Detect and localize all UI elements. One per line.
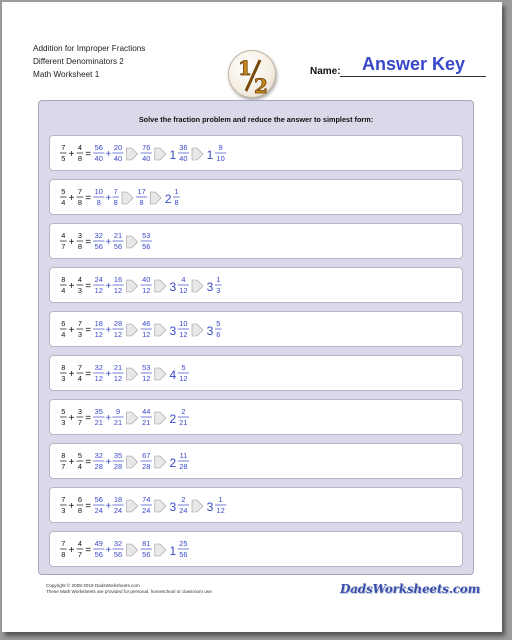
- converted-b: [112, 363, 123, 383]
- fraction-b-denominator: 8: [77, 154, 82, 163]
- answer-plus-sign: +: [105, 149, 112, 160]
- copyright-footer: [46, 583, 213, 595]
- mixed-fraction-numerator: 1: [218, 495, 223, 504]
- answer-plus-sign: +: [105, 413, 112, 424]
- mixed-fraction-numerator: 9: [218, 143, 223, 152]
- fraction-a-denominator: 3: [61, 374, 66, 383]
- mixed-fraction-numerator: 2: [181, 407, 186, 416]
- name-underline: [340, 76, 486, 77]
- mixed-fraction: [215, 143, 226, 163]
- fraction-b-denominator: 4: [77, 462, 82, 471]
- step-arrow-icon: [127, 148, 138, 160]
- step-arrow-icon: [155, 324, 166, 336]
- sum-fraction-denominator: 12: [142, 374, 151, 383]
- plus-sign: +: [68, 325, 75, 336]
- step-arrow-icon: [155, 280, 166, 292]
- mixed-fraction-denominator: 3: [216, 286, 221, 295]
- step-arrow-icon: [155, 544, 166, 556]
- fraction-a: [60, 363, 67, 383]
- converted-a-denominator: 28: [94, 462, 103, 471]
- converted-a: [93, 539, 104, 559]
- answer-plus-sign: +: [105, 325, 112, 336]
- step-arrow-icon: [155, 368, 166, 380]
- sum-fraction-denominator: 56: [142, 550, 151, 559]
- answer-plus-sign: +: [105, 501, 112, 512]
- mixed-fraction: [215, 275, 222, 295]
- fraction-a-denominator: 3: [61, 506, 66, 515]
- fraction-b: [77, 231, 84, 251]
- mixed-fraction: [173, 187, 180, 207]
- name-field: [310, 54, 488, 78]
- mixed-whole: 3: [169, 280, 177, 294]
- fraction-a: [60, 231, 67, 251]
- sum-fraction-numerator: 74: [142, 495, 151, 504]
- mixed-fraction-numerator: 10: [179, 319, 188, 328]
- mixed-fraction-numerator: 1: [216, 275, 221, 284]
- sum-fraction-numerator: 53: [142, 363, 151, 372]
- converted-a-denominator: 21: [94, 418, 103, 427]
- converted-b-denominator: 21: [113, 418, 123, 427]
- converted-b-numerator: 28: [113, 319, 123, 328]
- fraction-a-denominator: 4: [61, 198, 66, 207]
- step-arrow-icon: [127, 412, 138, 424]
- converted-a-denominator: 24: [94, 506, 103, 515]
- fraction-a: [60, 407, 67, 427]
- fraction-a-numerator: 8: [61, 275, 66, 284]
- sum-fraction: [141, 539, 152, 559]
- title-line-2: Different Denominators 2: [33, 57, 124, 66]
- converted-b-numerator: 20: [113, 143, 123, 152]
- converted-b-denominator: 40: [113, 154, 123, 163]
- fraction-a: [60, 275, 67, 295]
- converted-a: [93, 363, 104, 383]
- title-line-1: Addition for Improper Fractions: [33, 44, 146, 53]
- fraction-b-denominator: 8: [77, 506, 82, 515]
- fraction-b-numerator: 4: [77, 539, 82, 548]
- fraction-a: [60, 319, 67, 339]
- equals-sign: =: [85, 545, 92, 556]
- equals-sign: =: [85, 149, 92, 160]
- step-arrow-icon: [127, 500, 138, 512]
- name-label: Name:: [310, 66, 341, 77]
- badge-numerator: 1: [238, 56, 252, 80]
- mixed-fraction-denominator: 12: [179, 374, 188, 383]
- mixed-fraction-numerator: 2: [181, 495, 186, 504]
- converted-a-numerator: 32: [94, 231, 103, 240]
- fraction-a-denominator: 7: [61, 242, 66, 251]
- fraction-b-numerator: 7: [77, 319, 82, 328]
- sum-fraction-denominator: 12: [142, 286, 151, 295]
- converted-b: [112, 407, 123, 427]
- mixed-whole: 3: [206, 324, 214, 338]
- sum-fraction-denominator: 56: [142, 242, 151, 251]
- sum-fraction-numerator: 44: [142, 407, 151, 416]
- step-arrow-icon: [155, 456, 166, 468]
- converted-b-numerator: 32: [113, 539, 123, 548]
- mixed-whole: 2: [169, 456, 177, 470]
- converted-b-denominator: 12: [113, 330, 123, 339]
- problem-row: [49, 487, 463, 523]
- converted-b-denominator: 56: [113, 242, 123, 251]
- step-arrow-icon: [127, 324, 138, 336]
- fraction-a-denominator: 5: [61, 154, 66, 163]
- badge-denominator: 2: [254, 74, 268, 98]
- worksheet-title: [33, 42, 145, 81]
- converted-b-numerator: 9: [115, 407, 121, 416]
- mixed-fraction: [178, 495, 189, 515]
- converted-a-numerator: 56: [94, 143, 103, 152]
- fraction-b: [77, 539, 84, 559]
- fraction-b-numerator: 3: [77, 231, 82, 240]
- answer-plus-sign: +: [105, 193, 112, 204]
- fraction-a-denominator: 4: [61, 330, 66, 339]
- mixed-fraction: [178, 275, 189, 295]
- sum-fraction: [141, 319, 152, 339]
- converted-b-denominator: 28: [113, 462, 123, 471]
- problem-row: [49, 223, 463, 259]
- equals-sign: =: [85, 325, 92, 336]
- converted-b: [112, 275, 123, 295]
- converted-b-numerator: 7: [113, 187, 118, 196]
- converted-b-numerator: 21: [113, 231, 123, 240]
- mixed-fraction-numerator: 5: [181, 363, 186, 372]
- fraction-b-denominator: 7: [77, 550, 82, 559]
- converted-b: [112, 539, 123, 559]
- answer-plus-sign: +: [105, 237, 112, 248]
- fraction-b: [77, 187, 84, 207]
- mixed-whole: 3: [169, 324, 177, 338]
- fraction-a-numerator: 8: [61, 451, 66, 460]
- worksheet-page: [2, 2, 502, 632]
- mixed-fraction-denominator: 24: [179, 506, 188, 515]
- plus-sign: +: [68, 193, 75, 204]
- converted-b: [112, 495, 123, 515]
- fraction-b: [77, 451, 84, 471]
- mixed-fraction-denominator: 12: [216, 506, 225, 515]
- dadsworksheets-logo: DadsWorksheets.com: [340, 582, 481, 596]
- sum-fraction-denominator: 21: [142, 418, 151, 427]
- mixed-fraction: [178, 451, 189, 471]
- plus-sign: +: [68, 281, 75, 292]
- step-arrow-icon: [192, 148, 203, 160]
- fraction-a-numerator: 7: [61, 495, 66, 504]
- mixed-fraction: [178, 143, 189, 163]
- fraction-b: [77, 275, 84, 295]
- fraction-b-numerator: 4: [77, 275, 82, 284]
- problem-row: [49, 135, 463, 171]
- answer-plus-sign: +: [105, 457, 112, 468]
- step-arrow-icon: [192, 324, 203, 336]
- plus-sign: +: [68, 501, 75, 512]
- converted-a: [93, 143, 104, 163]
- fraction-b: [77, 495, 84, 515]
- sum-fraction-numerator: 17: [137, 187, 146, 196]
- equals-sign: =: [85, 193, 92, 204]
- mixed-fraction: [215, 319, 222, 339]
- converted-b: [112, 143, 123, 163]
- sum-fraction: [141, 363, 152, 383]
- sum-fraction: [141, 231, 152, 251]
- step-arrow-icon: [192, 500, 203, 512]
- usage-line: These Math Worksheets are provided for personal, homeschool or classroom use.: [46, 589, 213, 594]
- equals-sign: =: [85, 369, 92, 380]
- mixed-fraction-denominator: 21: [179, 418, 188, 427]
- problem-row: [49, 355, 463, 391]
- mixed-fraction-numerator: 4: [181, 275, 186, 284]
- converted-b-denominator: 8: [113, 198, 118, 207]
- fraction-a-numerator: 7: [61, 143, 66, 152]
- plus-sign: +: [68, 545, 75, 556]
- mixed-fraction-denominator: 40: [179, 154, 188, 163]
- step-arrow-icon: [155, 500, 166, 512]
- converted-a: [93, 187, 104, 207]
- step-arrow-icon: [122, 192, 133, 204]
- converted-a: [93, 495, 104, 515]
- mixed-fraction-numerator: 11: [179, 451, 188, 460]
- fraction-b-numerator: 7: [77, 187, 82, 196]
- converted-a: [93, 319, 104, 339]
- fraction-b-numerator: 4: [77, 143, 82, 152]
- mixed-whole: 4: [169, 368, 177, 382]
- mixed-whole: 1: [206, 148, 214, 162]
- converted-b-denominator: 56: [113, 550, 123, 559]
- mixed-whole: 1: [169, 148, 177, 162]
- sum-fraction: [136, 187, 147, 207]
- problem-row: [49, 443, 463, 479]
- mixed-fraction-denominator: 28: [179, 462, 188, 471]
- converted-a-numerator: 24: [94, 275, 103, 284]
- answer-plus-sign: +: [105, 369, 112, 380]
- converted-a-numerator: 56: [94, 495, 103, 504]
- sum-fraction: [141, 495, 152, 515]
- converted-a-numerator: 35: [94, 407, 103, 416]
- sum-fraction-denominator: 24: [142, 506, 151, 515]
- fraction-a-denominator: 4: [61, 286, 66, 295]
- fraction-a-denominator: 7: [61, 462, 66, 471]
- answer-key-label: Answer Key: [362, 54, 466, 74]
- fraction-b-numerator: 7: [77, 363, 82, 372]
- converted-a-denominator: 40: [94, 154, 103, 163]
- step-arrow-icon: [127, 236, 138, 248]
- fraction-b-numerator: 3: [77, 407, 82, 416]
- mixed-fraction-numerator: 25: [179, 539, 188, 548]
- mixed-whole: 2: [169, 412, 177, 426]
- equals-sign: =: [85, 501, 92, 512]
- answer-plus-sign: +: [105, 545, 112, 556]
- mixed-fraction-denominator: 10: [216, 154, 225, 163]
- step-arrow-icon: [127, 280, 138, 292]
- sum-fraction-numerator: 46: [142, 319, 151, 328]
- equals-sign: =: [85, 457, 92, 468]
- converted-b: [112, 451, 123, 471]
- fraction-b-denominator: 3: [77, 330, 82, 339]
- fraction-a-numerator: 5: [61, 187, 66, 196]
- mixed-fraction-numerator: 36: [179, 143, 188, 152]
- sum-fraction-denominator: 28: [142, 462, 151, 471]
- mixed-fraction: [178, 319, 189, 339]
- converted-b-denominator: 12: [113, 286, 123, 295]
- sum-fraction-numerator: 76: [142, 143, 151, 152]
- converted-a: [93, 407, 104, 427]
- plus-sign: +: [68, 369, 75, 380]
- step-arrow-icon: [150, 192, 161, 204]
- sum-fraction-numerator: 40: [142, 275, 151, 284]
- equals-sign: =: [85, 413, 92, 424]
- mixed-fraction: [215, 495, 226, 515]
- fraction-b-denominator: 4: [77, 374, 82, 383]
- converted-a: [93, 231, 104, 251]
- sum-fraction-denominator: 12: [142, 330, 151, 339]
- fraction-a-numerator: 4: [61, 231, 66, 240]
- fraction-b: [77, 407, 84, 427]
- plus-sign: +: [68, 457, 75, 468]
- fraction-a-denominator: 3: [61, 418, 66, 427]
- fraction-a: [60, 539, 67, 559]
- equals-sign: =: [85, 237, 92, 248]
- converted-a: [93, 275, 104, 295]
- converted-b-numerator: 16: [113, 275, 123, 284]
- problem-row: [49, 179, 463, 215]
- converted-b: [112, 187, 119, 207]
- step-arrow-icon: [127, 368, 138, 380]
- converted-b-numerator: 18: [113, 495, 123, 504]
- mixed-fraction-numerator: 1: [174, 187, 179, 196]
- plus-sign: +: [68, 149, 75, 160]
- problem-row: [49, 267, 463, 303]
- instructions: Solve the fraction problem and reduce the answer to simplest form:: [138, 115, 374, 124]
- converted-a-denominator: 56: [94, 550, 103, 559]
- sum-fraction: [141, 275, 152, 295]
- step-arrow-icon: [127, 544, 138, 556]
- converted-b: [112, 231, 123, 251]
- fraction-b-denominator: 8: [77, 242, 82, 251]
- sum-fraction: [141, 407, 152, 427]
- mixed-whole: 3: [169, 500, 177, 514]
- step-arrow-icon: [155, 148, 166, 160]
- mixed-fraction-denominator: 8: [174, 198, 179, 207]
- converted-a-denominator: 12: [94, 286, 103, 295]
- fraction-a-numerator: 8: [61, 363, 66, 372]
- converted-b-denominator: 24: [113, 506, 123, 515]
- converted-b: [112, 319, 123, 339]
- converted-a-numerator: 32: [94, 451, 103, 460]
- mixed-fraction: [178, 539, 189, 559]
- plus-sign: +: [68, 413, 75, 424]
- converted-a-numerator: 10: [94, 187, 103, 196]
- fraction-b-numerator: 5: [77, 451, 82, 460]
- copyright-line: Copyright © 2008-2019 DadsWorksheets.com: [46, 583, 140, 588]
- fraction-b: [77, 143, 84, 163]
- converted-a: [93, 451, 104, 471]
- sum-fraction-denominator: 40: [142, 154, 151, 163]
- fraction-b-numerator: 6: [77, 495, 82, 504]
- fraction-a: [60, 187, 67, 207]
- converted-b-numerator: 21: [113, 363, 123, 372]
- fraction-a: [60, 143, 67, 163]
- sum-fraction-numerator: 53: [142, 231, 151, 240]
- converted-b-numerator: 35: [113, 451, 123, 460]
- one-half-badge-icon: [228, 50, 276, 98]
- step-arrow-icon: [192, 280, 203, 292]
- mixed-fraction-denominator: 6: [216, 330, 221, 339]
- fraction-a-numerator: 6: [61, 319, 66, 328]
- mixed-fraction-numerator: 5: [216, 319, 221, 328]
- sum-fraction: [141, 451, 152, 471]
- converted-b-denominator: 12: [113, 374, 123, 383]
- title-line-3: Math Worksheet 1: [33, 70, 100, 79]
- mixed-whole: 2: [164, 192, 172, 206]
- mixed-fraction-denominator: 56: [179, 550, 188, 559]
- converted-a-denominator: 56: [94, 242, 103, 251]
- problem-row: [49, 531, 463, 567]
- problem-row: [49, 311, 463, 347]
- sum-fraction: [141, 143, 152, 163]
- fraction-b-denominator: 7: [77, 418, 82, 427]
- mixed-whole: 3: [206, 500, 214, 514]
- problems-panel: [38, 100, 474, 575]
- problem-row: [49, 399, 463, 435]
- fraction-a-denominator: 8: [61, 550, 66, 559]
- converted-a-numerator: 32: [94, 363, 103, 372]
- mixed-fraction: [178, 363, 189, 383]
- fraction-a-numerator: 7: [61, 539, 66, 548]
- sum-fraction-numerator: 67: [142, 451, 151, 460]
- converted-a-numerator: 18: [94, 319, 103, 328]
- fraction-b: [77, 319, 84, 339]
- fraction-b: [77, 363, 84, 383]
- step-arrow-icon: [127, 456, 138, 468]
- mixed-whole: 3: [206, 280, 214, 294]
- mixed-fraction-denominator: 12: [179, 286, 188, 295]
- sum-fraction-denominator: 8: [139, 198, 144, 207]
- fraction-a: [60, 451, 67, 471]
- converted-a-numerator: 49: [94, 539, 103, 548]
- step-arrow-icon: [155, 412, 166, 424]
- sum-fraction-numerator: 81: [142, 539, 151, 548]
- plus-sign: +: [68, 237, 75, 248]
- fraction-b-denominator: 8: [77, 198, 82, 207]
- mixed-whole: 1: [169, 544, 177, 558]
- equals-sign: =: [85, 281, 92, 292]
- fraction-a: [60, 495, 67, 515]
- converted-a-denominator: 12: [94, 374, 103, 383]
- mixed-fraction: [178, 407, 189, 427]
- answer-plus-sign: +: [105, 281, 112, 292]
- converted-a-denominator: 12: [94, 330, 103, 339]
- mixed-fraction-denominator: 12: [179, 330, 188, 339]
- fraction-a-numerator: 5: [61, 407, 66, 416]
- fraction-b-denominator: 3: [77, 286, 82, 295]
- converted-a-denominator: 8: [96, 198, 101, 207]
